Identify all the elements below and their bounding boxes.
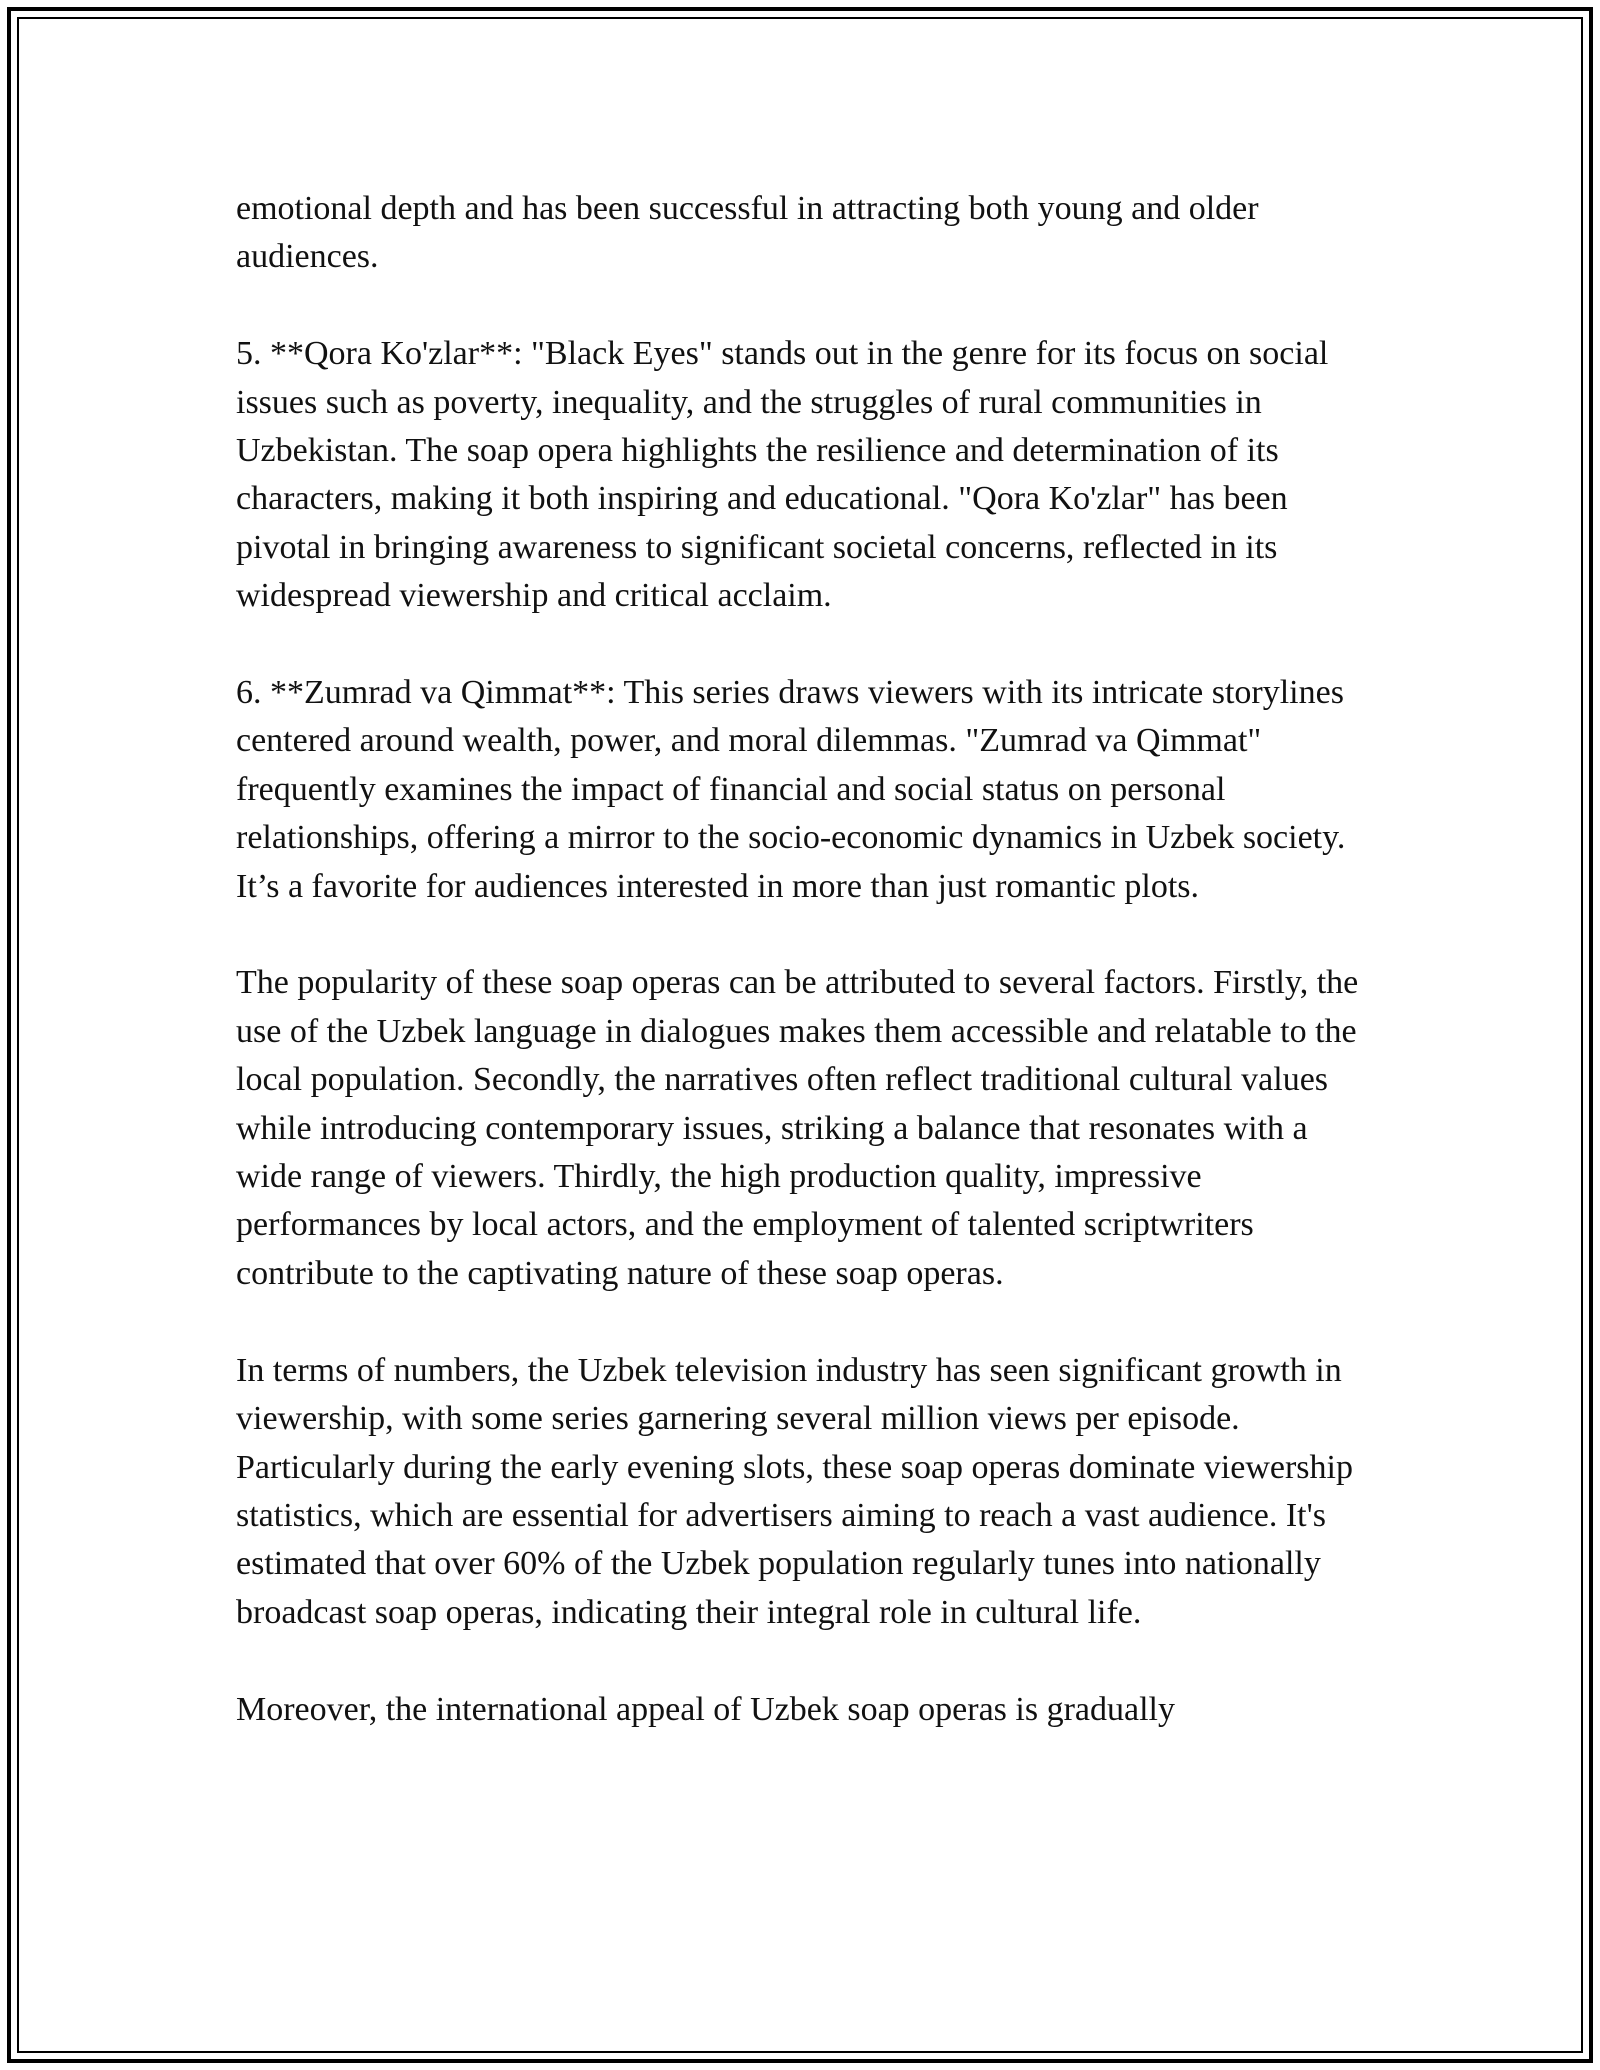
paragraph-qora-kozlar: 5. **Qora Ko'zlar**: "Black Eyes" stands out in the genre for its focus on social issues such as poverty, inequality, and the struggles of rural communities in Uzbekistan. The soap opera highlights the resilience and determination of its characters, making it both inspiring and educational. "Qora Ko'zlar" has been pivotal in bringing awareness to significant societal concerns, reflected in its widespread viewership and critical acclaim. (236, 335, 1329, 615)
paragraph-viewership-numbers: In terms of numbers, the Uzbek television industry has seen significant growth in viewership, with some series garnering several million views per episode. Particularly during the early evening slots, these soap operas dominate viewership statistics, which are essential for advertisers aiming to reach a vast audience. It's estimated that over 60% of the Uzbek population regularly tunes into nationally broadcast soap operas, indicating their integral role in cultural life. (236, 1351, 1353, 1631)
paragraph-intro-continuation: emotional depth and has been successful in attracting both young and older audiences. (236, 190, 1259, 276)
document-body (236, 185, 1366, 1734)
paragraph-international-appeal: Moreover, the international appeal of Uzbek soap operas is gradually (236, 1690, 1175, 1728)
paragraph-popularity-factors: The popularity of these soap operas can be attributed to several factors. Firstly, the use of the Uzbek language in dialogues makes them accessible and relatable to the local population. Secondly, the narratives often reflect traditional cultural values while introducing contemporary issues, striking a balance that resonates with a wide range of viewers. Thirdly, the high production quality, impressive performances by local actors, and the employment of talented scriptwriters contribute to the captivating nature of these soap operas. (236, 964, 1359, 1292)
paragraph-zumrad-va-qimmat: 6. **Zumrad va Qimmat**: This series draws viewers with its intricate storylines centered around wealth, power, and moral dilemmas. "Zumrad va Qimmat" frequently examines the impact of financial and social status on personal relationships, offering a mirror to the socio-economic dynamics in Uzbek society. It’s a favorite for audiences interested in more than just romantic plots. (236, 674, 1346, 905)
